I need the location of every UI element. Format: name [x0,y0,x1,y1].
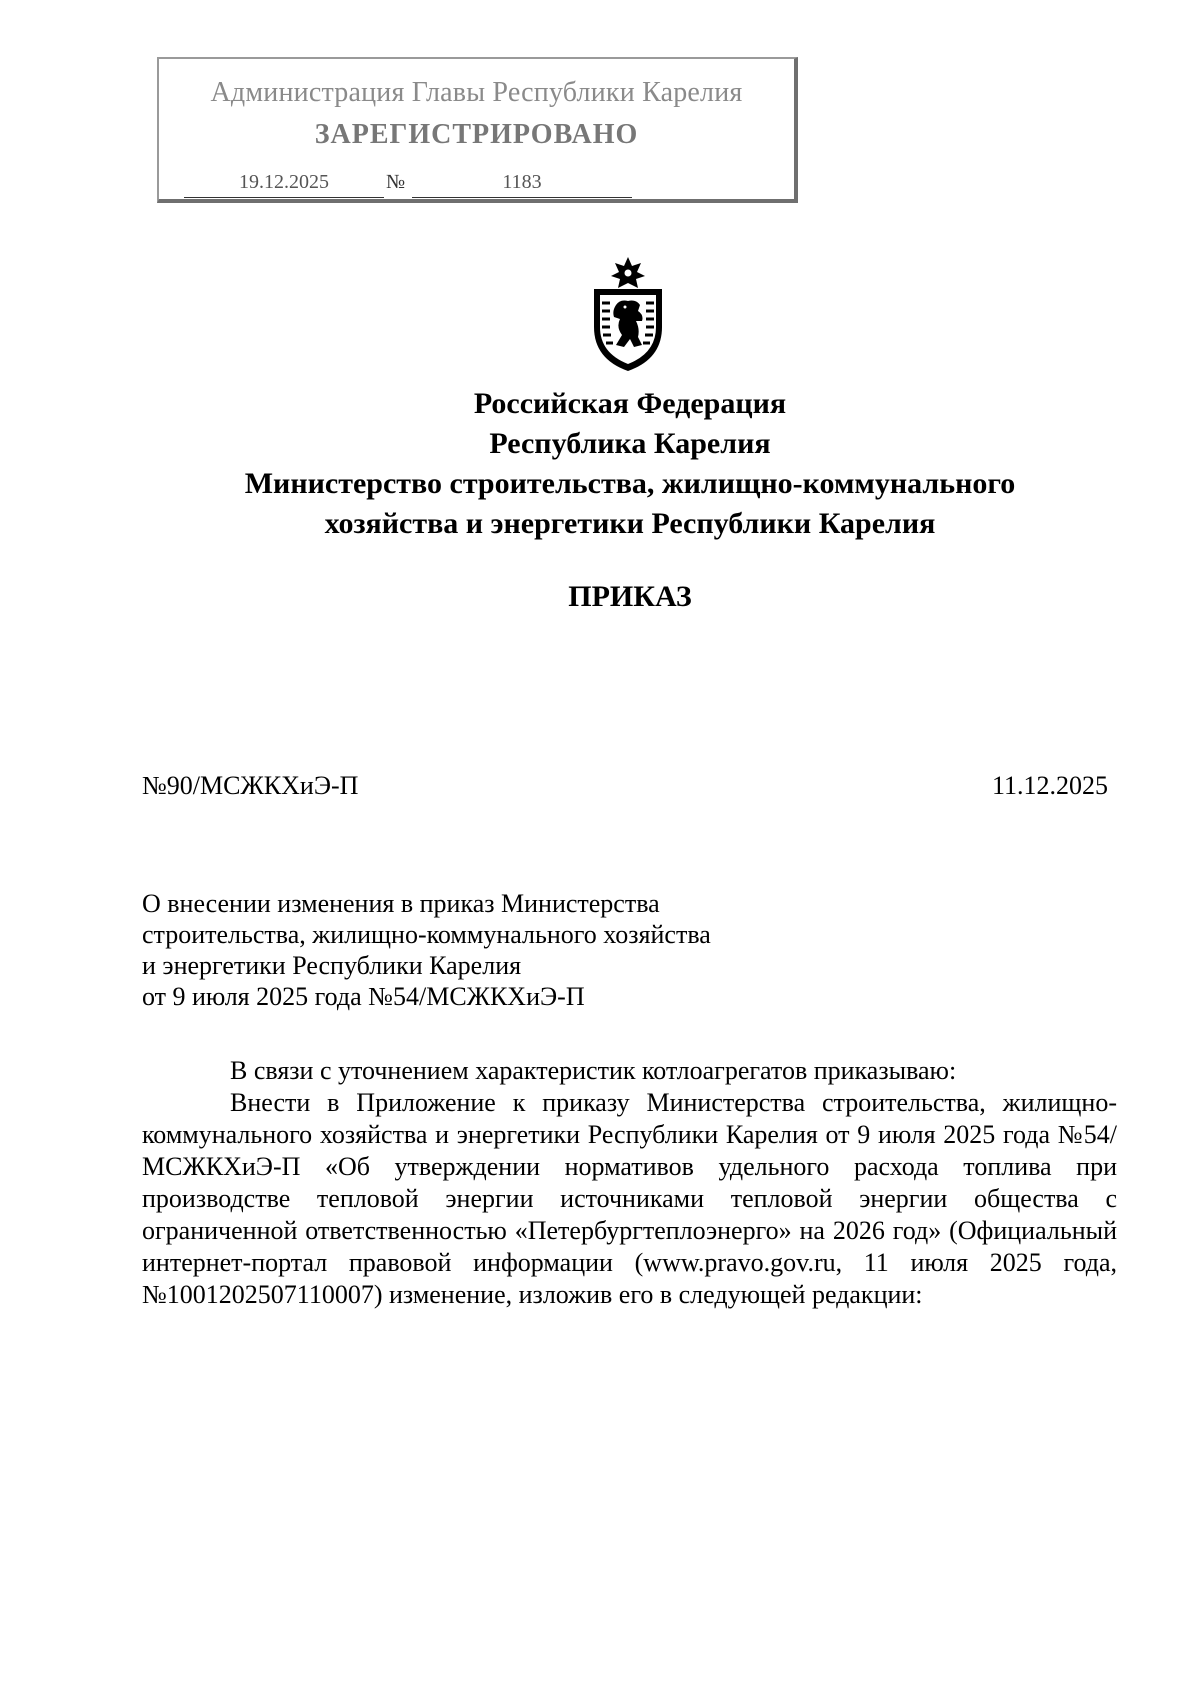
header-country: Российская Федерация [473,387,787,420]
stamp-number-sign: № [386,171,406,193]
order-subject [142,888,711,1012]
stamp-date: 19.12.2025 [184,171,384,198]
stamp-status: ЗАРЕГИСТРИРОВАНО [314,119,639,150]
header-ministry-line1: Министерство строительства, жилищно-коммунального [244,467,1016,500]
body-paragraph-preamble: В связи с уточнением характеристик котлоагрегатов приказываю: [230,1056,957,1085]
order-body [142,1055,1117,1311]
order-number: №90/МСЖКХиЭ-П [142,771,359,800]
subject-line: О внесении изменения в приказ Министерства [142,889,660,918]
body-paragraph-decision: Внести в Приложение к приказу Министерства строительства, жилищно-коммунального хозяйства и энергетики Республики Карелия от 9 июля 2025 года №54/МСЖКХиЭ-П «Об утверждении нормативов удельного расхода топлива при производстве тепловой энергии источниками тепловой энергии общества с ограниченной ответственностью «Петербургтеплоэнерго» на 2026 год» (Официальный интернет-портал правовой информации (www.pravo.gov.ru, 11 июля 2025 года, №1001202507110007) изменение, изложив его в следующей редакции: [142,1088,1117,1309]
subject-line: и энергетики Республики Карелия [142,951,522,980]
order-date: 11.12.2025 [991,771,1108,800]
header-ministry-line2: хозяйства и энергетики Республики Карелия [324,507,936,540]
subject-line: от 9 июля 2025 года №54/МСЖКХиЭ-П [142,982,585,1011]
document-type-title: ПРИКАЗ [568,580,692,613]
karelia-coat-of-arms-icon [580,255,676,373]
header-republic: Республика Карелия [489,427,771,460]
subject-line: строительства, жилищно-коммунального хозяйства [142,920,711,949]
document-header [0,384,1200,544]
stamp-number: 1183 [412,171,632,198]
stamp-organization: Администрация Главы Республики Карелия [210,77,743,108]
registration-stamp [157,57,798,203]
